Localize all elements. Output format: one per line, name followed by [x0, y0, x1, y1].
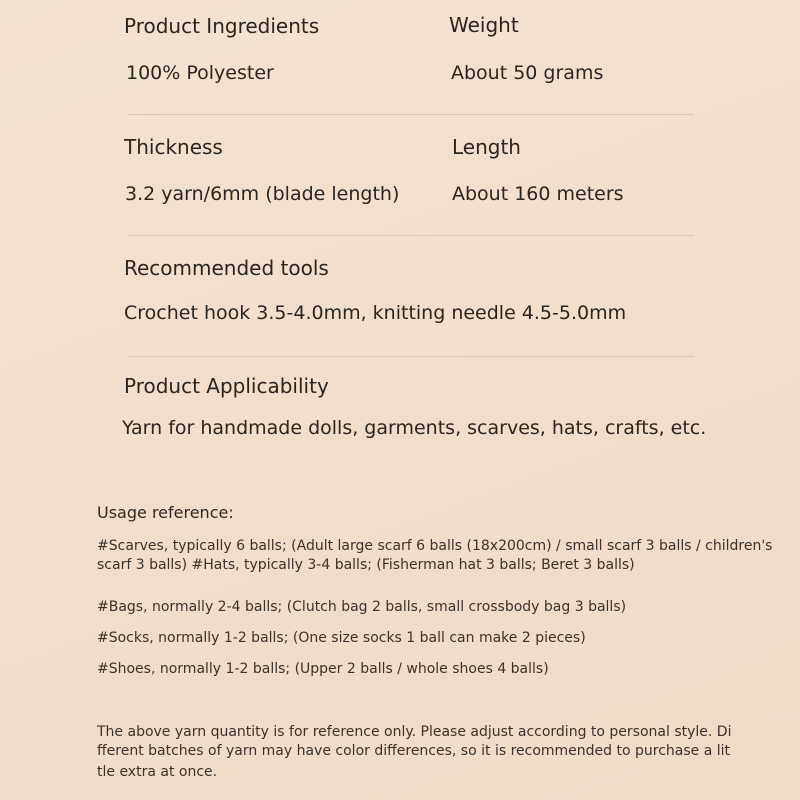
note-line2: fferent batches of yarn may have color differences, so it is recommended to purchase a lit [97, 743, 731, 759]
ingredients-value: 100% Polyester [126, 62, 274, 84]
length-value: About 160 meters [452, 183, 624, 205]
tools-label: Recommended tools [124, 256, 329, 280]
applicability-label: Product Applicability [124, 374, 329, 398]
usage-shoes: #Shoes, normally 1-2 balls; (Upper 2 balls / whole shoes 4 balls) [97, 661, 549, 677]
divider [128, 356, 694, 357]
weight-label: Weight [449, 13, 519, 37]
tools-value: Crochet hook 3.5-4.0mm, knitting needle 4.5-5.0mm [124, 302, 627, 324]
thickness-value: 3.2 yarn/6mm (blade length) [125, 183, 400, 205]
ingredients-label: Product Ingredients [124, 14, 320, 38]
usage-bags: #Bags, normally 2-4 balls; (Clutch bag 2 balls, small crossbody bag 3 balls) [97, 599, 627, 615]
note-line3: tle extra at once. [97, 764, 218, 780]
applicability-value: Yarn for handmade dolls, garments, scarves, hats, crafts, etc. [122, 417, 707, 439]
length-label: Length [452, 135, 521, 159]
weight-value: About 50 grams [451, 62, 604, 84]
thickness-label: Thickness [124, 135, 223, 159]
usage-scarves-line2: scarf 3 balls) #Hats, typically 3-4 balls; (Fisherman hat 3 balls; Beret 3 balls) [97, 557, 635, 573]
divider [128, 114, 694, 115]
divider [128, 235, 694, 236]
usage-title: Usage reference: [97, 503, 234, 522]
note-line1: The above yarn quantity is for reference only. Please adjust according to personal style. Di [97, 724, 732, 740]
usage-socks: #Socks, normally 1-2 balls; (One size socks 1 ball can make 2 pieces) [97, 630, 586, 646]
usage-scarves-line1: #Scarves, typically 6 balls; (Adult large scarf 6 balls (18x200cm) / small scarf 3 balls / children's [97, 538, 773, 554]
